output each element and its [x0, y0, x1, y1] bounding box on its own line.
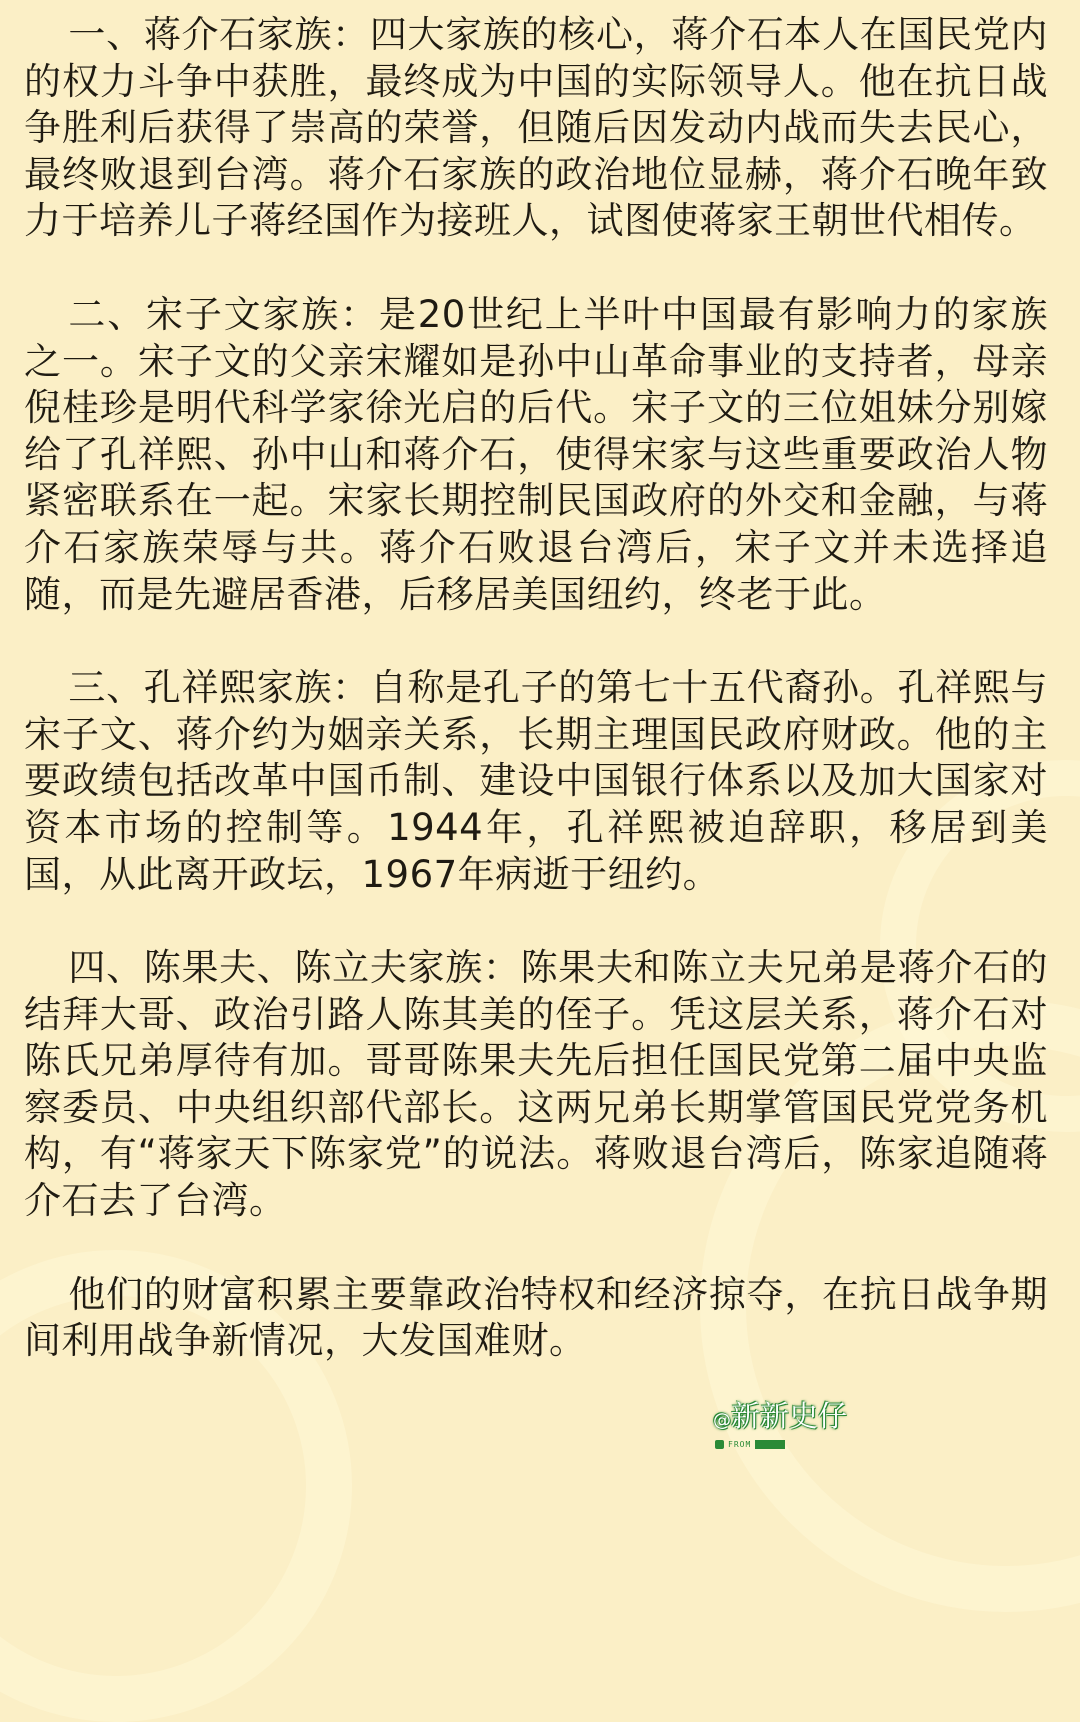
author-watermark [713, 1398, 863, 1458]
paragraph-soong-family: 二、宋子文家族：是20世纪上半叶中国最有影响力的家族之一。宋子文的父亲宋耀如是孙中山革命事业的支持者，母亲倪桂珍是明代科学家徐光启的后代。宋子文的三位姐妹分别嫁给了孔祥熙、孙中山和蒋介石，使得宋家与这些重要政治人物紧密联系在一起。宋家长期控制民国政府的外交和金融，与蒋介石家族荣辱与共。蒋介石败退台湾后，宋子文并未选择追随，而是先避居香港，后移居美国纽约，终老于此。 [24, 292, 1048, 616]
watermark-handle [713, 1398, 847, 1439]
paragraph-conclusion: 他们的财富积累主要靠政治特权和经济掠夺，在抗日战争期间利用战争新情况，大发国难财。 [24, 1272, 1048, 1363]
watermark-handle-text: 新新史仔 [731, 1399, 848, 1433]
watermark-at-sign: @ [713, 1410, 731, 1431]
paragraph-kung-family: 三、孔祥熙家族：自称是孔子的第七十五代裔孙。孔祥熙与宋子文、蒋介约为姻亲关系，长期主理国民政府财政。他的主要政绩包括改革中国币制、建设中国银行体系以及加大国家对资本市场的控制等。1944年，孔祥熙被迫辞职，移居到美国，从此离开政坛，1967年病逝于纽约。 [24, 666, 1048, 896]
paragraph-chiang-family: 一、蒋介石家族：四大家族的核心，蒋介石本人在国民党内的权力斗争中获胜，最终成为中国的实际领导人。他在抗日战争胜利后获得了崇高的荣誉，但随后因发动内战而失去民心，最终败退到台湾。蒋介石家族的政治地位显赫，蒋介石晚年致力于培养儿子蒋经国作为接班人，试图使蒋家王朝世代相传。 [24, 13, 1048, 243]
watermark-logo-icon [715, 1440, 724, 1449]
watermark-from-label: FROM [728, 1439, 752, 1449]
paragraph-chen-family: 四、陈果夫、陈立夫家族：陈果夫和陈立夫兄弟是蒋介石的结拜大哥、政治引路人陈其美的侄子。凭这层关系，蒋介石对陈氏兄弟厚待有加。哥哥陈果夫先后担任国民党第二届中央监察委员、中央组织部代部长。这两兄弟长期掌管国民党党务机构，有“蒋家天下陈家党”的说法。蒋败退台湾后，陈家追随蒋介石去了台湾。 [24, 946, 1048, 1223]
article-body [24, 12, 1048, 1365]
watermark-brand-mark [755, 1440, 785, 1449]
watermark-source-tag [715, 1438, 785, 1450]
